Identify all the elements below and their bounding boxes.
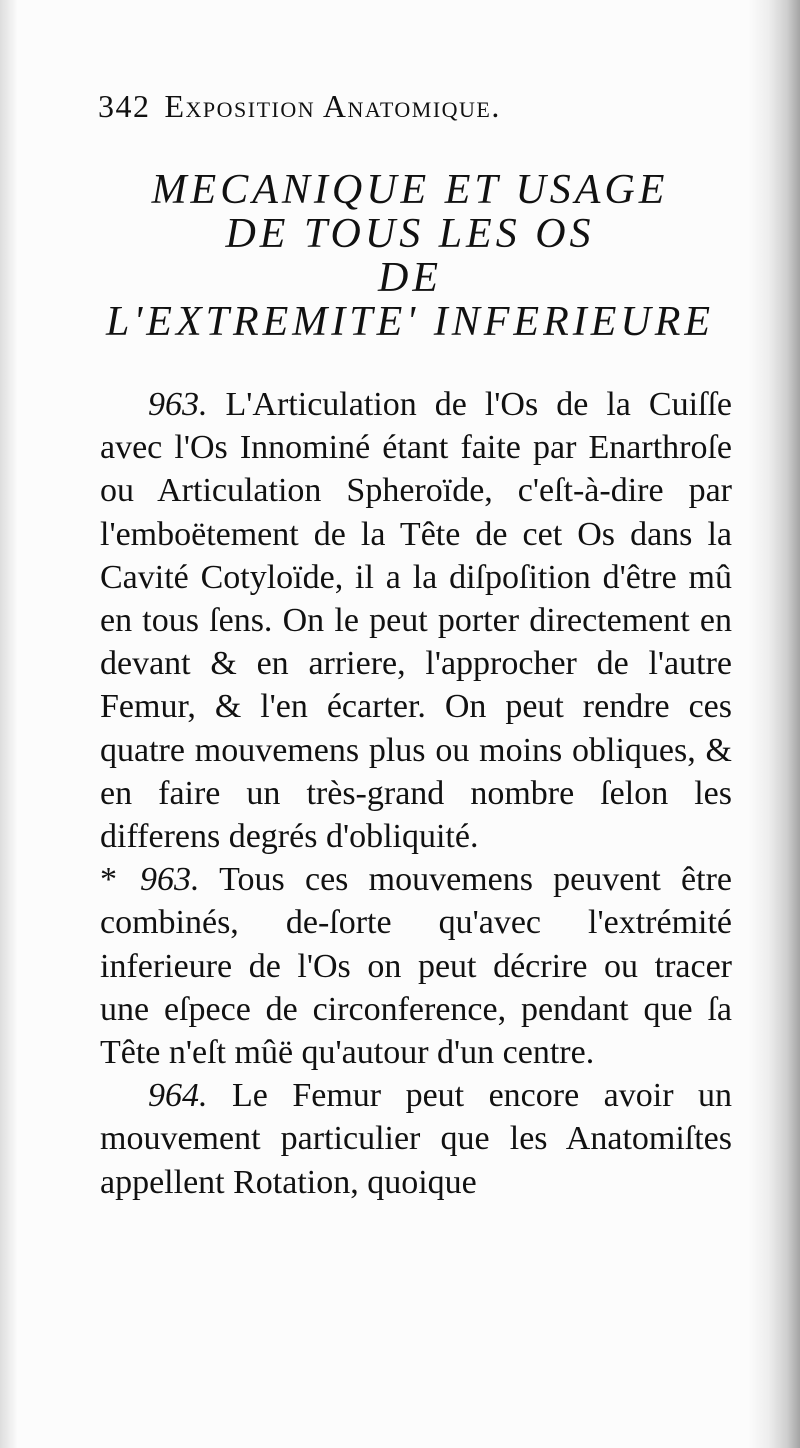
body-text (100, 383, 732, 1204)
running-title: Exposition Anatomique. (164, 88, 501, 124)
running-header (98, 88, 738, 125)
paragraph-number: 963. (148, 386, 208, 423)
paragraph-text: L'Articulation de l'Os de la Cuiſſe avec l'Os Innominé étant faite par Enarthroſe ou Articulation Spheroïde, c'eſt-à-dire par l'emboëtement de la Tête de cet Os dans la Cavité Cotyloïde, il a la diſpoſition d'être mû en tous ſens. On le peut porter directement en devant & en arriere, l'approcher de l'autre Femur, & l'en écarter. On peut rendre ces quatre mouvemens plus ou moins obliques, & en faire un très-grand nombre ſelon les differens degrés d'obliquité. (100, 386, 733, 856)
paragraph-number: 963. (140, 861, 200, 899)
paragraph-text: Le Femur peut encore avoir un mouvement particulier que les Anatomiſtes appellent Rotation, quoique (100, 1077, 732, 1201)
paragraph-963-starred (100, 858, 732, 1074)
section-title (90, 168, 730, 344)
paragraph-text: Tous ces mouvemens peuvent être combinés, de-ſorte qu'avec l'extrémité inferieure de l'Os on peut décrire ou tracer une eſpece de circonference, pendant que ſa Tête n'eſt mûë qu'autour d'un centre. (100, 861, 732, 1072)
paragraph-964 (100, 1074, 732, 1204)
page-number: 342 (98, 88, 151, 124)
title-line-4: L'EXTREMITE' INFERIEURE (105, 299, 715, 345)
title-line-2: DE TOUS LES OS (225, 211, 595, 257)
asterisk-marker: * (100, 861, 117, 899)
paragraph-963 (100, 383, 732, 858)
paragraph-number: 964. (148, 1077, 208, 1115)
title-line-1: MECANIQUE ET USAGE (151, 167, 669, 213)
binding-gutter-shadow (748, 0, 800, 1448)
page-edge-shadow (0, 0, 18, 1448)
title-line-3: DE (378, 255, 442, 301)
